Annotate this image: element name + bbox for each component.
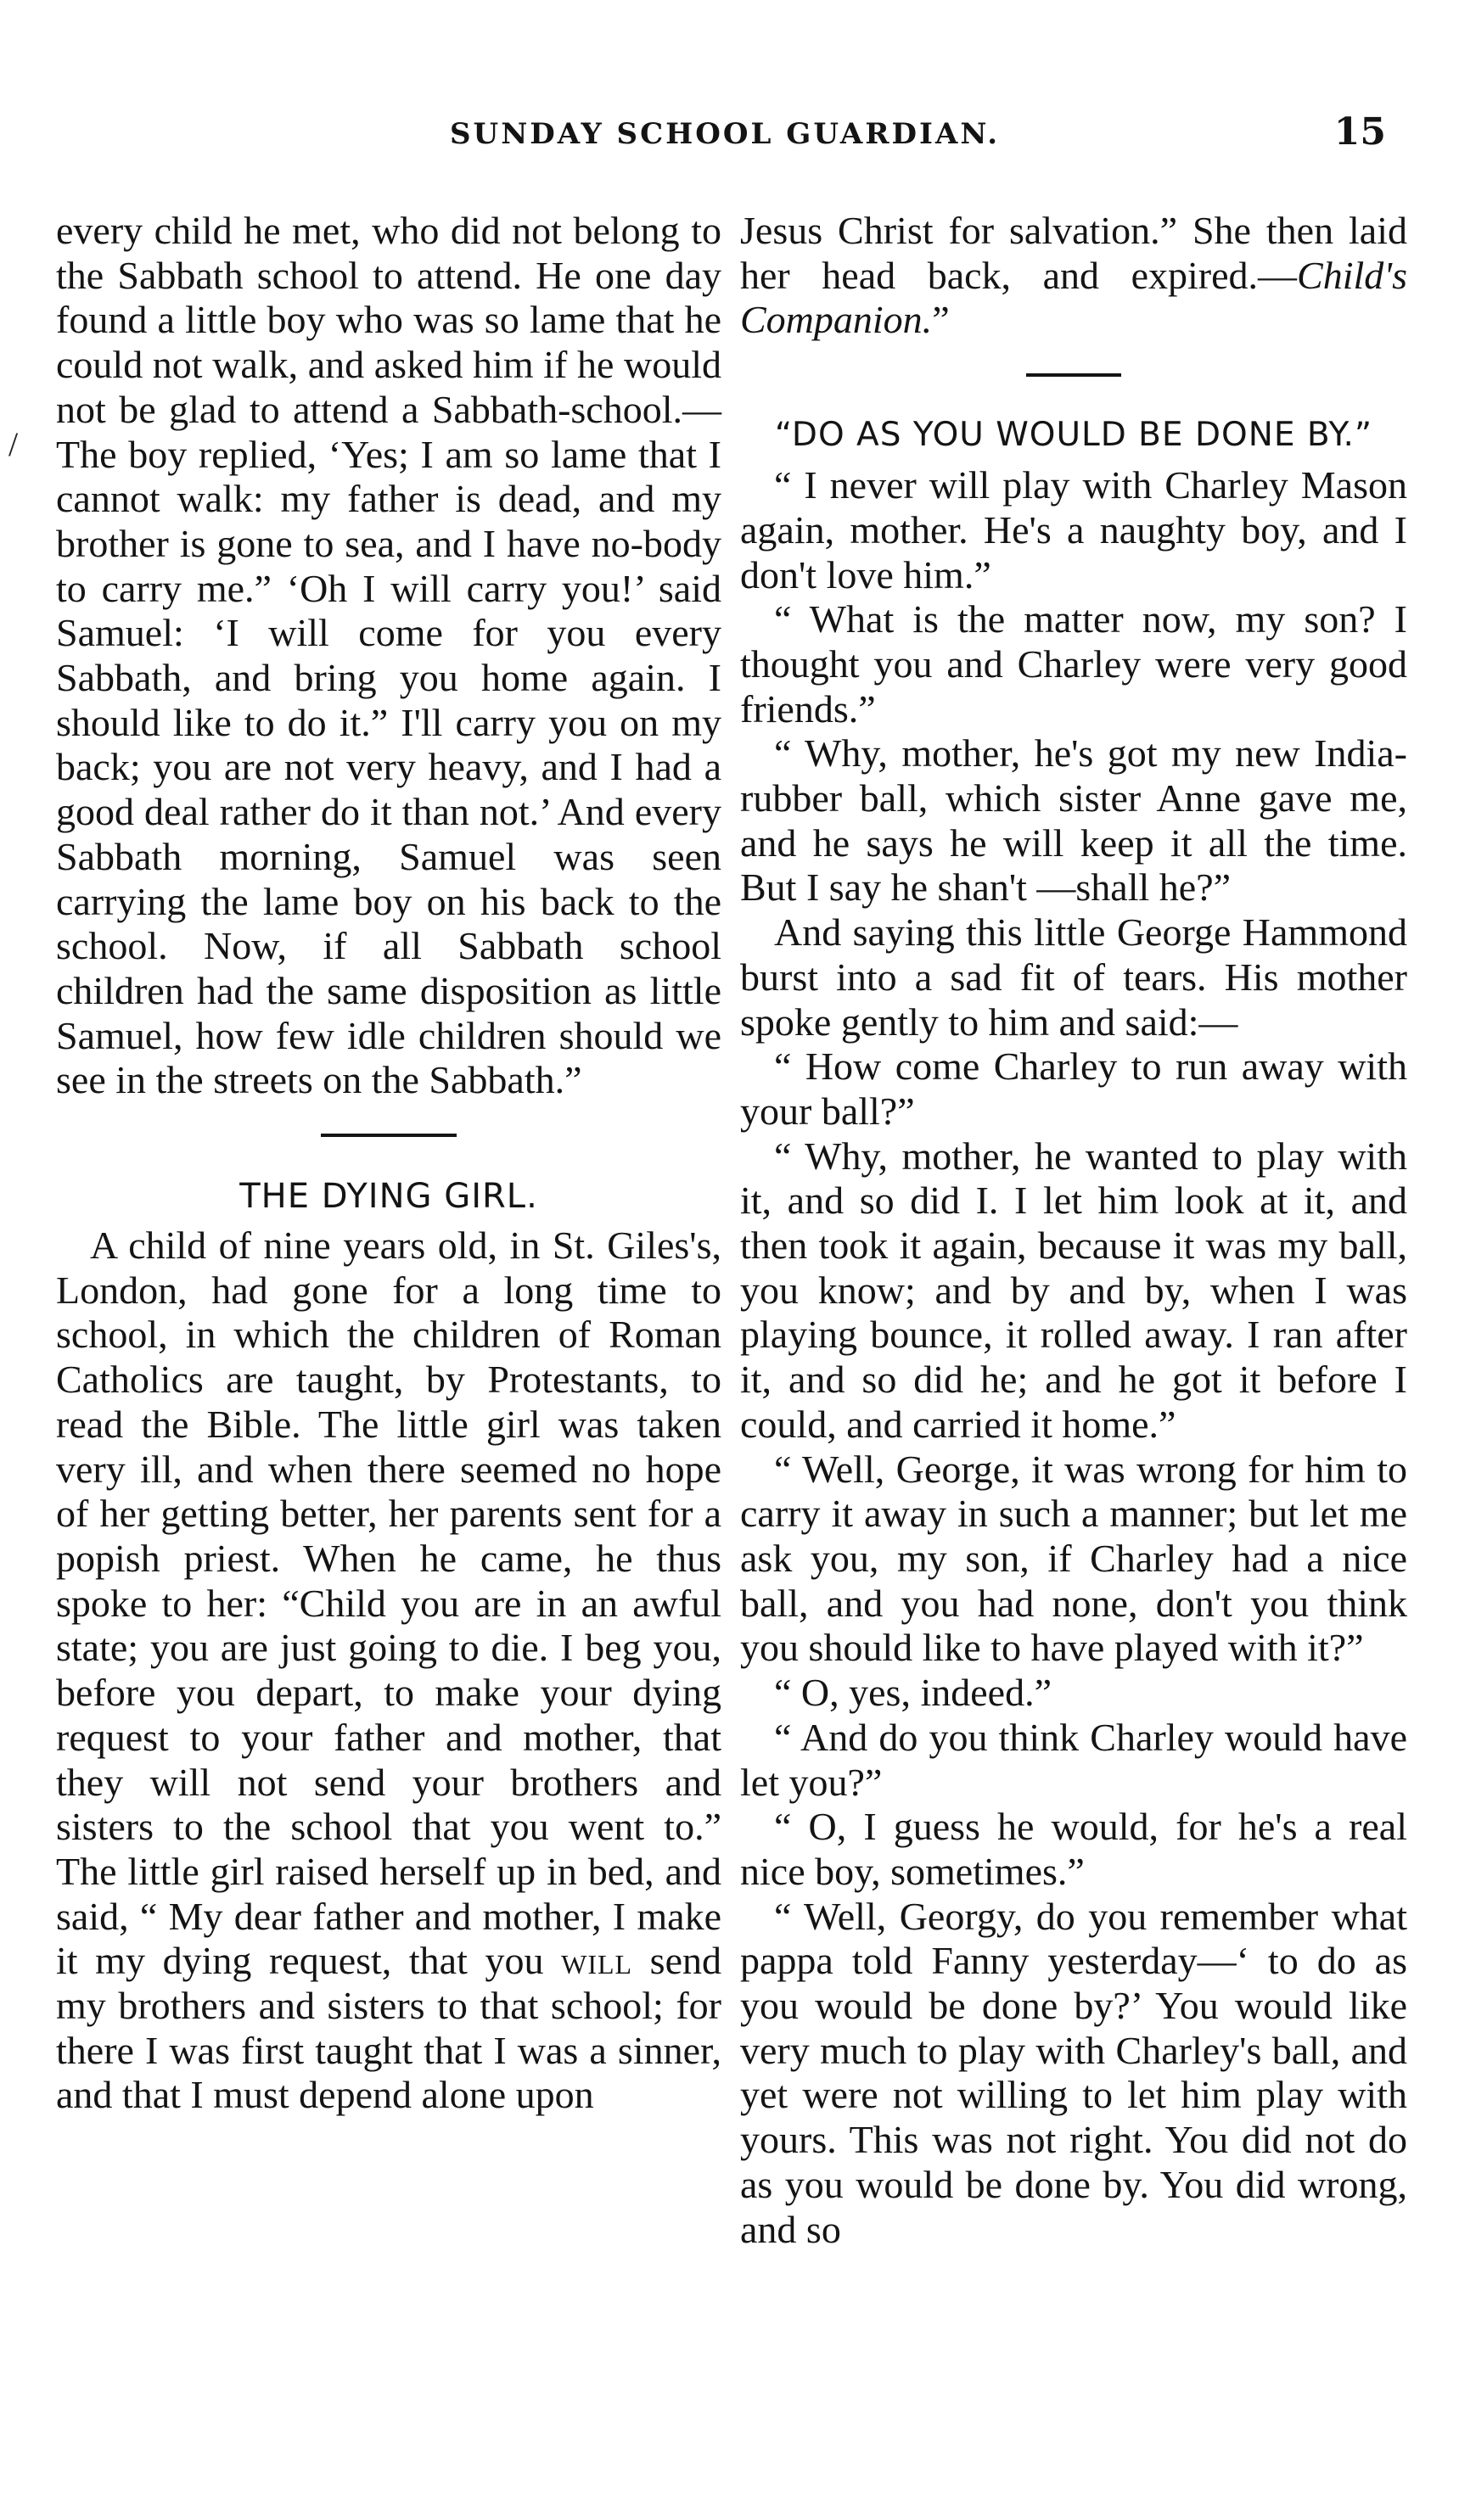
story-paragraph: “ O, I guess he would, for he's a real nice boy, sometimes.” [740,1805,1407,1893]
continued-text-b: ” [932,298,950,342]
continued-text-a: Jesus Christ for salvation.” She then laid her head back, and expired.— [740,209,1407,297]
story-paragraph: “ How come Charley to run away with your ball?” [740,1044,1407,1133]
dying-girl-paragraph [56,1224,721,2118]
story-paragraph: “ I never will play with Charley Mason again, mother. He's a naughty boy, and I don't love him.” [740,463,1407,596]
section-divider [321,1134,457,1137]
story-paragraph: And saying this little George Hammond burst into a sad fit of tears. His mother spoke gently to him and said:— [740,910,1407,1044]
do-as-heading: “DO AS YOU WOULD BE DONE BY.” [774,416,1373,455]
story-paragraph: “ Why, mother, he wanted to play with it, and so did I. I let him look at it, and then took it again, because it was my ball, you know; and by and by, when I was playing bounce, it rolled away. I ran after it, and so did he; and he got it before I could, and carried it home.” [740,1134,1407,1446]
dying-girl-text-b: send my brothers and sisters to that school; for there I was first taught that I was a sinner, and that I must depend alone upon [56,1939,721,2117]
dying-girl-text-a: A child of nine years old, in St. Giles's, London, had gone for a long time to school, in which the children of Roman Catholics are taught, by Protestants, to read the Bible. The little girl was taken very ill, and when there seemed no hope of her getting better, her parents sent for a popish priest. When he came, he thus spoke to her: “Child you are in an awful state; you are just going to die. I beg you, before you depart, to make your dying request to your father and mother, that they will not send your brothers and sisters to the school that you went to.” The little girl raised herself up in bed, and said, “ My dear father and mother, I make it my dying request, that you [56,1224,721,1983]
right-column [740,209,1407,2252]
left-column [56,209,721,2118]
story-paragraph: “ And do you think Charley would have let you?” [740,1715,1407,1804]
story-paragraph: “ O, yes, indeed.” [774,1671,1052,1715]
page-number: 15 [1333,110,1386,154]
margin-mark: / [8,425,19,463]
intro-paragraph: every child he met, who did not belong to the Sabbath school to attend. He one day found a little boy who was so lame that he could not walk, and asked him if he would not be glad to attend a Sabbath-school.—The boy replied, ‘Yes; I am so lame that I cannot walk: my father is dead, and my brother is gone to sea, and I have no-body to carry me.” ‘Oh I will carry you!’ said Samuel: ‘I will come for you every Sabbath, and bring you home again. I should like to do it.” I'll carry you on my back; you are not very heavy, and I had a good deal rather do it than not.’ And every Sabbath morning, Samuel was seen carrying the lame boy on his back to the school. Now, if all Sabbath school children had the same disposition as little Samuel, how few idle children should we see in the streets on the Sabbath.” [56,209,721,1102]
section-divider [1026,373,1121,377]
running-title: SUNDAY SCHOOL GUARDIAN. [450,117,1001,151]
story-paragraph: “ Well, Georgy, do you remember what pappa told Fanny yesterday—‘ to do as you would be done by?’ You would like very much to play with Charley's ball, and yet were not willing to let him play with yours. This was not right. You did not do as you would be done by. You did wrong, and so [740,1894,1407,2251]
page-header [0,0,1459,170]
story-paragraph: “ Why, mother, he's got my new India-rubber ball, which sister Anne gave me, and he says he will keep it all the time. But I say he shan't —shall he?” [740,731,1407,910]
dying-girl-heading: THE DYING GIRL. [239,1177,538,1217]
story-paragraph: “ Well, George, it was wrong for him to carry it away in such a manner; but let me ask you, my son, if Charley had a nice ball, and you had none, don't you think you should like to have played with it?” [740,1447,1407,1670]
dying-girl-will: will [561,1939,633,1983]
continued-source: Child's Companion. [740,253,1407,342]
story-paragraph: “ What is the matter now, my son? I thought you and Charley were very good friends.” [740,597,1407,731]
continued-paragraph [740,209,1407,343]
